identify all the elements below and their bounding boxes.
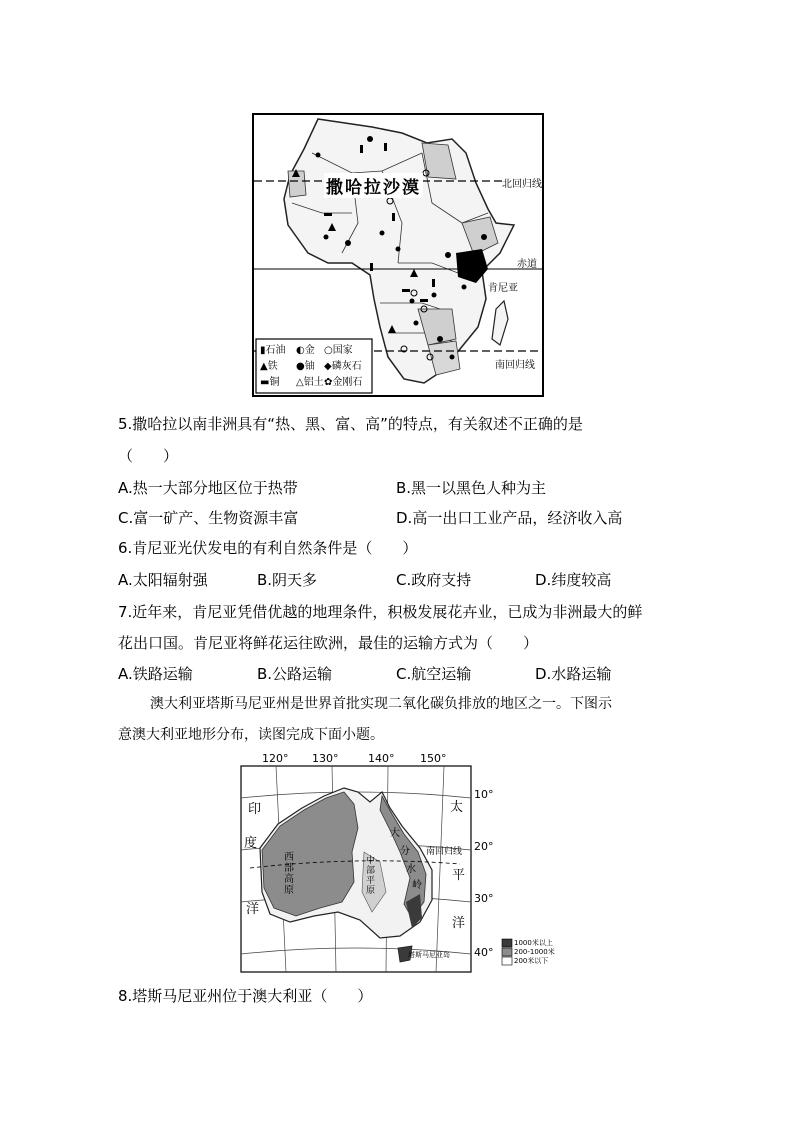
question-5-paren: （ ） <box>118 447 179 465</box>
diamond-icon: ✿ <box>324 377 333 388</box>
lat-40-label: 40° <box>474 946 494 959</box>
kenya-label: 肯尼亚 <box>488 283 518 294</box>
q6-option-c: C.政府支持 <box>396 571 472 589</box>
indian-ocean-char-3: 洋 <box>246 902 260 917</box>
lon-130-label: 130° <box>312 752 339 765</box>
intro-line1: 澳大利亚塔斯马尼亚州是世界首批实现二氧化碳负排放的地区之一。下图示 <box>150 696 612 712</box>
question-8-stem: 8.塔斯马尼亚州位于澳大利亚（ ） <box>118 987 373 1005</box>
legend-low-label: 200米以下 <box>514 957 549 965</box>
q5-option-a: A.热一大部分地区位于热带 <box>118 479 298 497</box>
divide-char-2: 分 <box>400 846 410 857</box>
q5-option-d: D.高一出口工业产品，经济收入高 <box>396 509 623 527</box>
lat-30-label: 30° <box>474 892 494 905</box>
pacific-ocean-char-3: 洋 <box>452 916 466 931</box>
pacific-ocean-char-2: 平 <box>452 868 466 883</box>
bauxite-icon: △ <box>296 377 304 388</box>
central-plain-label: 中部平原 <box>366 856 376 896</box>
indian-ocean-char-1: 印 <box>248 802 262 817</box>
pacific-ocean-char-1: 太 <box>450 800 464 815</box>
copper-icon: ▬ <box>260 377 270 388</box>
question-6-stem: 6.肯尼亚光伏发电的有利自然条件是（ ） <box>118 539 418 557</box>
tropic-label: 南回归线 <box>426 847 463 857</box>
q5-option-b: B.黑一以黑色人种为主 <box>396 479 547 497</box>
oil-icon: ▮ <box>260 345 266 356</box>
question-5-stem: 5.撒哈拉以南非洲具有“热、黑、富、高”的特点，有关叙述不正确的是 <box>118 415 583 433</box>
legend-high-label: 1000米以上 <box>514 939 553 947</box>
q6-option-a: A.太阳辐射强 <box>118 571 208 589</box>
indian-ocean-char-2: 度 <box>244 836 258 851</box>
africa-map-figure <box>252 113 544 397</box>
australia-map-figure <box>240 752 580 974</box>
sahara-label: 撒哈拉沙漠 <box>324 173 423 198</box>
tropic-south-label: 南回归线 <box>495 356 535 371</box>
q5-option-c: C.富一矿产、生物资源丰富 <box>118 509 299 527</box>
lon-150-label: 150° <box>420 752 447 765</box>
q7-option-d: D.水路运输 <box>535 665 612 683</box>
q7-option-a: A.铁路运输 <box>118 665 193 683</box>
lat-10-label: 10° <box>474 788 494 801</box>
tropic-north-label: 北回归线 <box>502 175 542 190</box>
country-icon: ○ <box>324 345 333 356</box>
iron-icon: ▲ <box>260 361 268 372</box>
question-7-stem-line2: 花出口国。肯尼亚将鲜花运往欧洲，最佳的运输方式为（ ） <box>118 634 539 652</box>
phosphate-icon: ◆ <box>324 361 332 372</box>
q7-option-c: C.航空运输 <box>396 665 472 683</box>
q6-option-b: B.阴天多 <box>257 571 318 589</box>
africa-legend: ▮石油 ◐金 ○国家 ▲铁 ●铀 ◆磷灰石 ▬铜 △铝土 ✿金刚石 <box>260 345 363 388</box>
divide-char-3: 水 <box>406 864 416 875</box>
equator-label: 赤道 <box>517 259 537 270</box>
uranium-icon: ● <box>296 361 305 372</box>
divide-char-4: 岭 <box>412 880 422 891</box>
west-plateau-label: 西部高原 <box>284 852 294 896</box>
lon-120-label: 120° <box>262 752 289 765</box>
legend-mid-label: 200-1000米 <box>514 948 555 956</box>
lon-140-label: 140° <box>368 752 395 765</box>
question-7-stem-line1: 7.近年来，肯尼亚凭借优越的地理条件，积极发展花卉业，已成为非洲最大的鲜 <box>118 603 643 621</box>
q7-option-b: B.公路运输 <box>257 665 333 683</box>
tasmania-label: 塔斯马尼亚岛 <box>408 951 450 959</box>
lat-20-label: 20° <box>474 840 494 853</box>
gold-icon: ◐ <box>296 345 305 356</box>
q6-option-d: D.纬度较高 <box>535 571 612 589</box>
divide-char-1: 大 <box>390 828 400 839</box>
intro-line2: 意澳大利亚地形分布，读图完成下面小题。 <box>118 727 384 743</box>
